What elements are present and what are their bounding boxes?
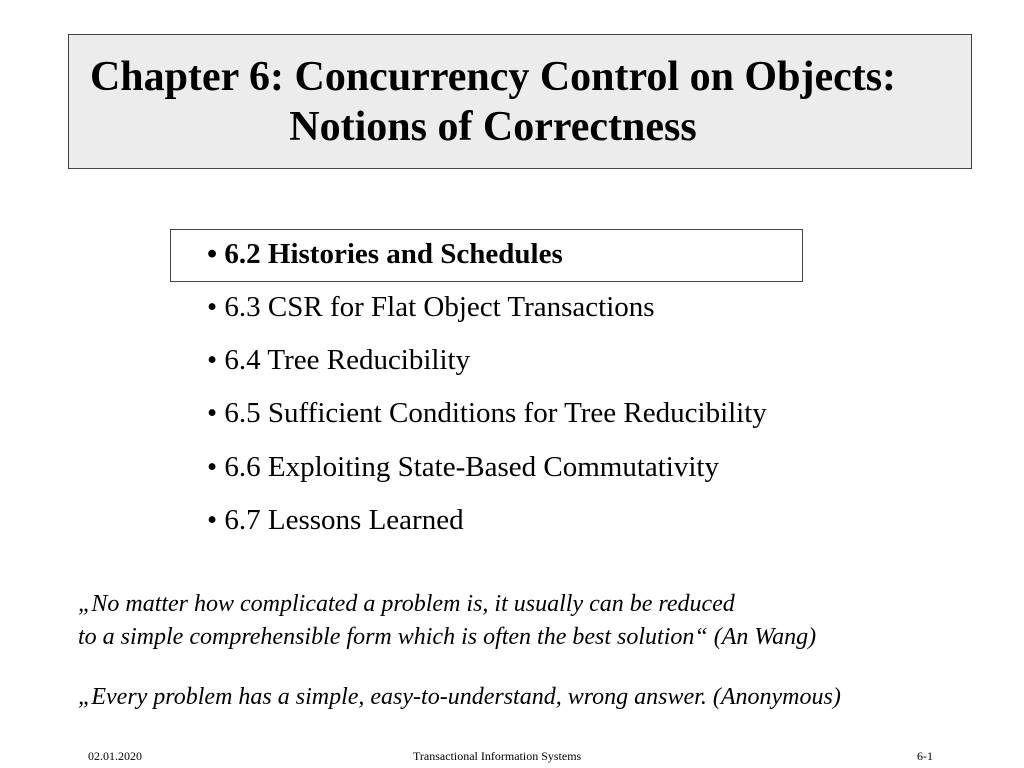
toc-item-6-2: • 6.2 Histories and Schedules xyxy=(207,238,563,270)
title-box xyxy=(68,34,972,169)
toc-item-6-7: • 6.7 Lessons Learned xyxy=(207,504,464,536)
chapter-title-line-2: Notions of Correctness xyxy=(289,103,697,150)
quote-wang-line-1: „No matter how complicated a problem is, it usually can be reduced xyxy=(78,591,735,617)
toc-item-6-6: • 6.6 Exploiting State-Based Commutativity xyxy=(207,451,719,483)
quote-wang-line-2: to a simple comprehensible form which is often the best solution“ (An Wang) xyxy=(78,624,817,650)
quote-anonymous: „Every problem has a simple, easy-to-understand, wrong answer. (Anonymous) xyxy=(78,684,841,710)
toc-item-6-5: • 6.5 Sufficient Conditions for Tree Reducibility xyxy=(207,397,767,429)
footer-course-title: Transactional Information Systems xyxy=(413,749,582,763)
chapter-title-line-1: Chapter 6: Concurrency Control on Objects: xyxy=(89,53,897,100)
toc-item-6-4: • 6.4 Tree Reducibility xyxy=(207,344,471,376)
footer-page-number: 6-1 xyxy=(917,749,933,763)
toc-item-6-3: • 6.3 CSR for Flat Object Transactions xyxy=(207,291,655,323)
footer-date: 02.01.2020 xyxy=(88,749,142,763)
